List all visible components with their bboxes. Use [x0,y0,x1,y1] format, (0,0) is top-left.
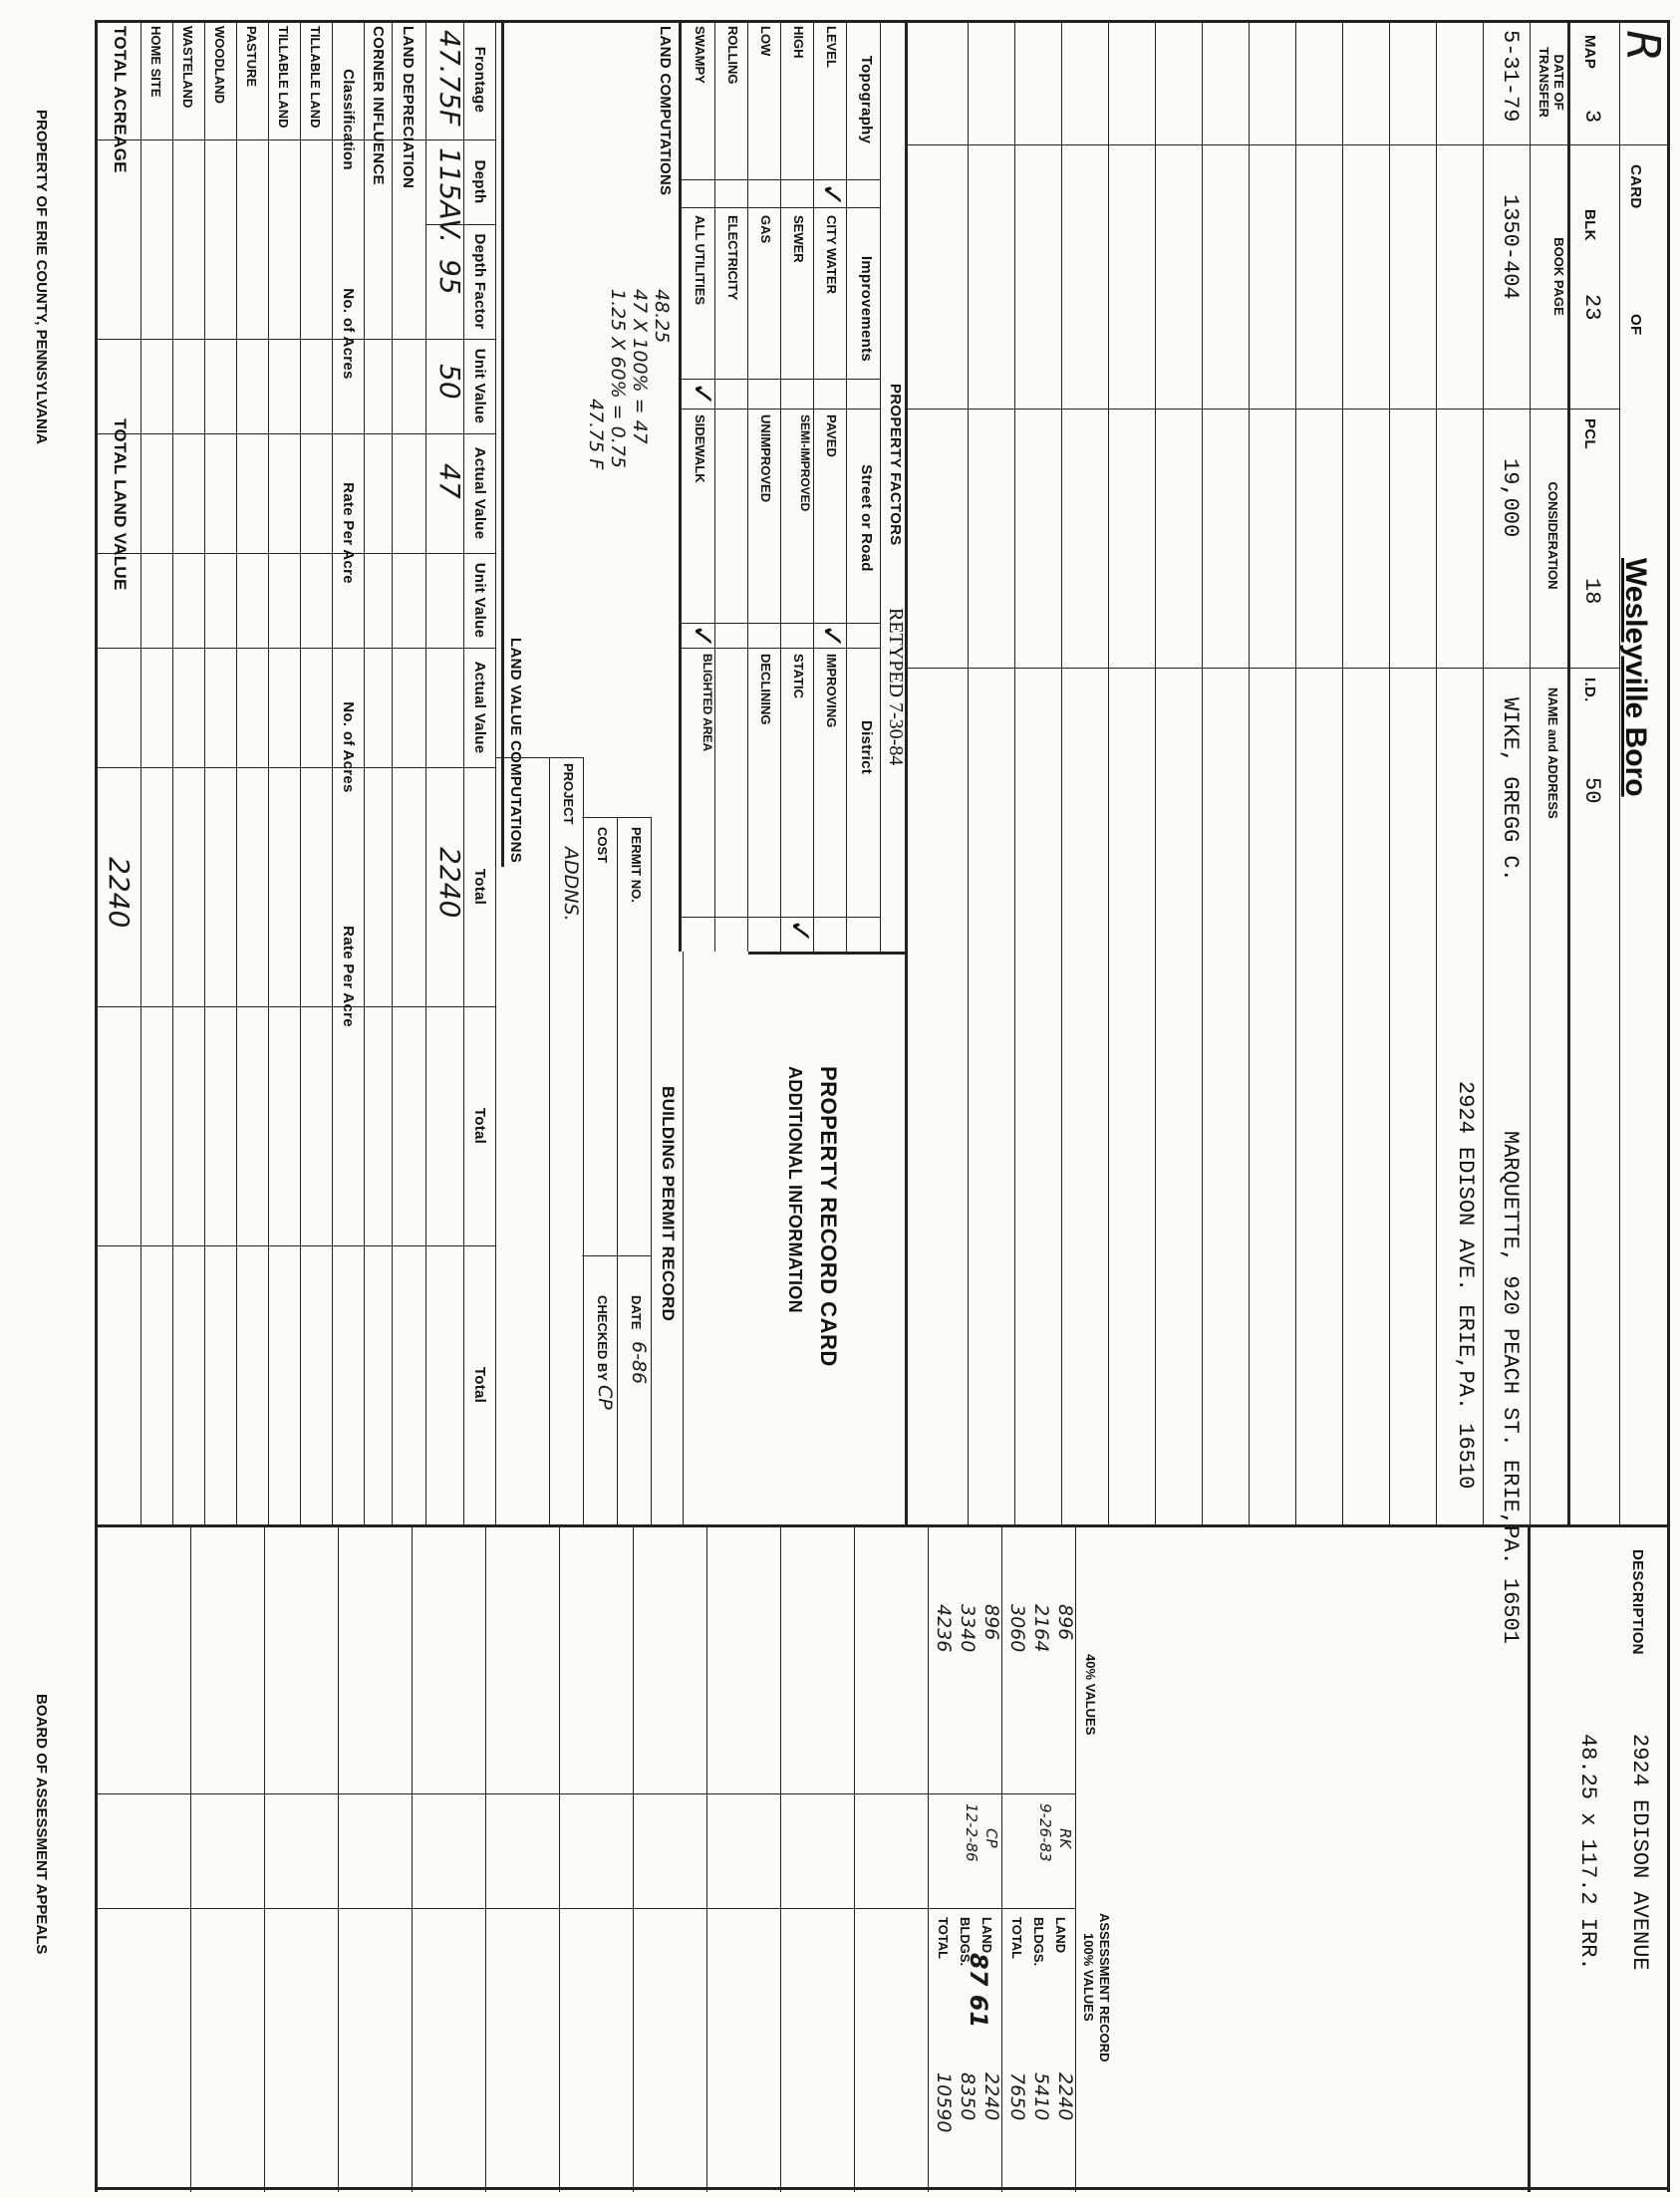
acre-class-tillable-2: TILLABLE LAND [276,26,291,129]
assess-row-line [485,1524,486,2192]
check-static: ✓ [782,919,817,945]
transfer-header-name: NAME and ADDRESS [1545,687,1560,819]
check-all-utilities: ✓ [685,382,719,408]
assess-hundred-bldgs: 5410 [1030,2072,1052,2121]
owner-address-2: 2924 EDISON AVE. ERIE,PA. 16510 [1453,1081,1478,1490]
assess-row-line [928,1524,929,2192]
lv-header-actual-value-2: Actual Value [471,661,488,754]
acre-header-acres: No. of Acres [340,288,357,380]
assessment-subtitle: 100% VALUES [1081,1933,1096,2022]
header-divider [1567,20,1570,1524]
permit-row-line [549,757,550,1524]
lv-header-total-3: Total [471,1366,488,1404]
topo-rolling: ROLLING [725,26,740,85]
transfer-row-line [1295,20,1296,1524]
project-label: PROJECT [561,763,576,825]
acre-class-wasteland: WASTELAND [180,26,195,109]
factors-vline [682,379,881,380]
assess-row-line [559,1524,560,2192]
district-blighted: BLIGHTED AREA [700,654,714,752]
assess-date: 9-26-83 [1036,1803,1054,1862]
pcl-label: PCL [1581,418,1598,449]
acre-row-line [268,20,269,1524]
map-value: 3 [1579,110,1604,124]
calc-note-2: 47 X 100% = 47 [629,289,651,444]
land-computations-title: LAND COMPUTATIONS [657,26,674,196]
acre-row-line [140,20,141,1524]
district-static: STATIC [791,654,806,699]
acre-row-line [172,20,173,1524]
permit-row-line [583,757,584,1524]
assess-vline [98,1793,1076,1794]
record-additional: ADDITIONAL INFORMATION [785,1066,805,1313]
lv-header-unit-value: Unit Value [471,348,488,424]
transfer-vline-3 [908,668,1570,669]
assess-row-line [706,1524,707,2192]
description-line-1: 2924 EDISON AVENUE [1627,1734,1652,1971]
description-label: DESCRIPTION [1629,1549,1646,1655]
factors-end-line [679,20,682,952]
assess-row-line [854,1524,855,2192]
lv-vline [98,433,496,434]
lv-vline [98,648,496,649]
assessment-title: ASSESSMENT RECORD [1097,1913,1112,2062]
lv-header-depth-factor: Depth Factor [471,233,488,330]
assess-hundred-land: 2240 [980,2072,1002,2121]
permit-date: 6-86 [628,1341,650,1385]
assess-forty-land: 896 [1054,1604,1076,1641]
lv-vline [98,139,496,140]
district-improving: IMPROVING [824,654,839,728]
acre-class-home-site: HOME SITE [148,26,163,98]
assess-row-total: TOTAL [936,1917,951,1960]
footer-left: PROPERTY OF ERIE COUNTY, PENNSYLVANIA [33,110,50,444]
acre-row-line [236,20,237,1524]
improv-sewer: SEWER [791,215,806,263]
transfer-row-line [1014,20,1015,1524]
of-label: OF [1627,314,1644,336]
transfer-row-line [968,20,969,1524]
pcl-value: 18 [1579,578,1604,605]
lv-depth: 115AV. [433,147,466,244]
acre-row-line [204,20,205,1524]
assess-row-bldgs: BLDGS. [958,1917,973,1967]
lv-header-total-2: Total [471,1107,488,1145]
permit-row-line [617,817,618,1524]
lv-header-actual-value: Actual Value [471,446,488,540]
topo-high: HIGH [791,26,806,59]
lv-header-total-1: Total [471,868,488,906]
acre-class-tillable-1: TILLABLE LAND [308,26,323,129]
blk-label: BLK [1581,209,1598,241]
card-label: CARD [1627,164,1644,209]
calc-note-3: 1.25 X 60% = 0.75 [607,289,629,468]
permit-date-label: DATE [629,1295,644,1330]
assess-initials: CP [982,1828,1000,1848]
transfer-date: 5-31-79 [1498,30,1523,123]
assess-hundred-total: 10590 [933,2072,955,2133]
lv-row-line [425,20,426,1524]
assess-stamp: 87 61 [965,1953,992,2029]
permit-title-line [651,817,652,1524]
transfer-row-line [1249,20,1250,1524]
id-value: 50 [1579,777,1604,804]
transfer-row-line [1061,20,1062,1524]
improv-gas: GAS [758,215,773,244]
property-factors-title: PROPERTY FACTORS [887,384,904,546]
frame-bottom [95,20,98,2192]
assessment-divider [98,1524,1670,1527]
calc-note-1: 48.25 [651,289,673,344]
street-paved: PAVED [824,414,839,457]
factor-header-improvements: Improvements [858,255,875,363]
permit-top-line [683,952,684,1524]
landvalue-top-line [501,20,504,867]
transfer-row-line [1436,20,1437,1524]
header-vline-4 [1570,1524,1670,1525]
lv-vline [98,1245,496,1246]
factors-vline [682,409,881,410]
assess-row-line [780,1524,781,2192]
assess-row-land: LAND [980,1917,994,1954]
improv-city-water: CITY WATER [824,215,839,294]
transfer-book-page: 1350-404 [1498,194,1523,300]
lv-row-line [364,20,365,1524]
factors-row-line [780,20,781,952]
topo-level: LEVEL [824,26,839,68]
acre-header-rate: Rate Per Acre [340,482,357,584]
transfer-row-line [1108,20,1109,1524]
transfer-header-line [1530,20,1531,1524]
transfer-header-consideration: CONSIDERATION [1545,481,1560,590]
permit-vline [582,1255,652,1256]
permit-no-label: PERMIT NO. [629,827,644,903]
transfer-consideration: 19,000 [1498,458,1523,538]
permit-vline [582,817,652,818]
total-land-value: 2240 [103,857,136,929]
assess-vline [98,1908,1076,1909]
transfer-vline-2 [908,409,1570,410]
acre-header-classification: Classification [340,69,357,170]
frame-top [1667,20,1670,2192]
assess-hundred-total: 7650 [1006,2072,1028,2121]
id-label: I.D. [1581,678,1598,702]
transfer-row-line [1342,20,1343,1524]
assess-row-bldgs: BLDGS. [1031,1917,1046,1967]
assess-forty-bldgs: 2164 [1030,1604,1052,1653]
assess-top-line [1528,1524,1531,2192]
header-vline-3 [1570,668,1620,669]
owner-address-1: MARQUETTE, 920 PEACH ST. ERIE,PA. 16501 [1498,1131,1523,1644]
factor-header-street: Street or Road [858,464,875,572]
assess-row-land: LAND [1053,1917,1068,1954]
permit-cost-label: COST [595,827,610,864]
assess-row-line [412,1524,413,2192]
transfer-row-line [1155,20,1156,1524]
footer-right: BOARD OF ASSESSMENT APPEALS [33,1694,50,1955]
assess-row-line [633,1524,634,2192]
factors-right-edge [748,952,908,955]
permit-checked: CP [594,1385,616,1410]
record-title: PROPERTY RECORD CARD [816,1066,841,1367]
transfer-header-book: BOOK PAGE [1551,237,1566,316]
factor-header-topography: Topography [858,55,875,144]
topo-low: LOW [758,26,773,57]
factors-row-line [714,20,715,952]
transfer-name: WIKE, GREGG C. [1498,697,1523,882]
assess-row-line [338,1524,339,2192]
factors-row-line [747,20,748,952]
assess-forty-land: 896 [980,1604,1002,1641]
assess-row-total: TOTAL [1009,1917,1024,1960]
header-vline-2 [1570,409,1620,410]
frame-left [98,20,1670,23]
transfer-section-end [905,20,908,1524]
check-sidewalk: ✓ [685,624,719,650]
check-paved: ✓ [814,624,849,650]
land-depreciation-label: LAND DEPRECIATION [400,26,417,189]
check-level: ✓ [814,182,849,208]
factors-vline [682,917,881,918]
lv-actual-value: 47 [433,463,466,499]
assess-forty-total: 3060 [1006,1604,1028,1653]
lv-vline [98,767,496,768]
assess-row-line [264,1524,265,2192]
retyped-note: RETYPED 7-30-84 [885,608,907,766]
factors-header-line [846,20,847,952]
total-acreage-label: TOTAL ACREAGE [111,26,130,173]
lv-row-line [392,20,393,1524]
assess-hundred-land: 2240 [1054,2072,1076,2121]
acre-row-line [300,20,301,1524]
acre-header-rate-2: Rate Per Acre [340,926,357,1027]
acre-header-line [332,20,333,1524]
street-sidewalk: SIDEWALK [693,414,707,483]
corner-influence-label: CORNER INFLUENCE [370,26,387,185]
transfer-header-date: DATE OF TRANSFER [1537,47,1566,118]
lv-total: 2240 [433,847,466,919]
card-mark: R [1616,30,1670,62]
lv-header-unit-value-2: Unit Value [471,562,488,639]
acre-class-woodland: WOODLAND [212,26,227,104]
assess-date: 12-2-86 [963,1803,980,1862]
blk-value: 23 [1579,294,1604,321]
lv-frontage: 47.75F [433,30,466,127]
assess-row-line [190,1524,191,2192]
district-declining: DECLINING [758,654,773,725]
transfer-row-line [1389,20,1390,1524]
project-value: ADDNS. [560,847,582,922]
calc-note-4: 47.75 F [585,399,607,470]
acre-class-pasture: PASTURE [244,26,259,88]
lv-vline [98,553,496,554]
factors-vline [682,207,881,208]
permit-checked-label: CHECKED BY [595,1295,610,1381]
lv-header-frontage: Frontage [471,46,488,114]
forty-values-label: 40% VALUES [1083,1654,1098,1736]
transfer-row-line [1483,20,1484,1524]
total-land-value-label: TOTAL LAND VALUE [111,418,130,591]
assess-forty-total: 4236 [933,1604,955,1653]
lv-depth-factor: 95 [433,259,466,295]
assess-initials: RK [1056,1828,1074,1849]
header-vline-1 [1570,144,1670,145]
factors-row-line [813,20,814,952]
landvalue-title-line [495,20,496,1524]
lv-unit-value: 50 [433,364,466,400]
lv-header-depth: Depth [471,159,488,204]
assess-hundred-bldgs: 8350 [957,2072,979,2121]
transfer-vline-1 [908,144,1570,145]
municipality-name: Wesleyville Boro [1619,558,1652,797]
lv-header-line [463,20,464,1524]
improv-electricity: ELECTRICITY [725,215,740,301]
topo-swampy: SWAMPY [693,26,707,84]
street-semi-improved: SEMI-IMPROVED [798,414,812,512]
permit-vline [496,757,584,758]
assess-forty-bldgs: 3340 [957,1604,979,1653]
factor-header-district: District [858,719,875,775]
improv-all-utilities: ALL UTILITIES [693,215,707,306]
description-line-2: 48.25 x 117.2 IRR. [1575,1734,1600,1971]
map-label: MAP [1581,35,1598,70]
frame-right [98,2187,1670,2190]
land-value-title: LAND VALUE COMPUTATIONS [507,638,524,864]
transfer-row-line [1202,20,1203,1524]
lv-vline [98,1006,496,1007]
permit-title: BUILDING PERMIT RECORD [659,1086,678,1322]
factors-title-line [880,20,881,952]
factors-vline [682,179,881,180]
acre-header-acres-2: No. of Acres [340,701,357,793]
street-unimproved: UNIMPROVED [758,414,773,503]
lv-vline [98,339,496,340]
